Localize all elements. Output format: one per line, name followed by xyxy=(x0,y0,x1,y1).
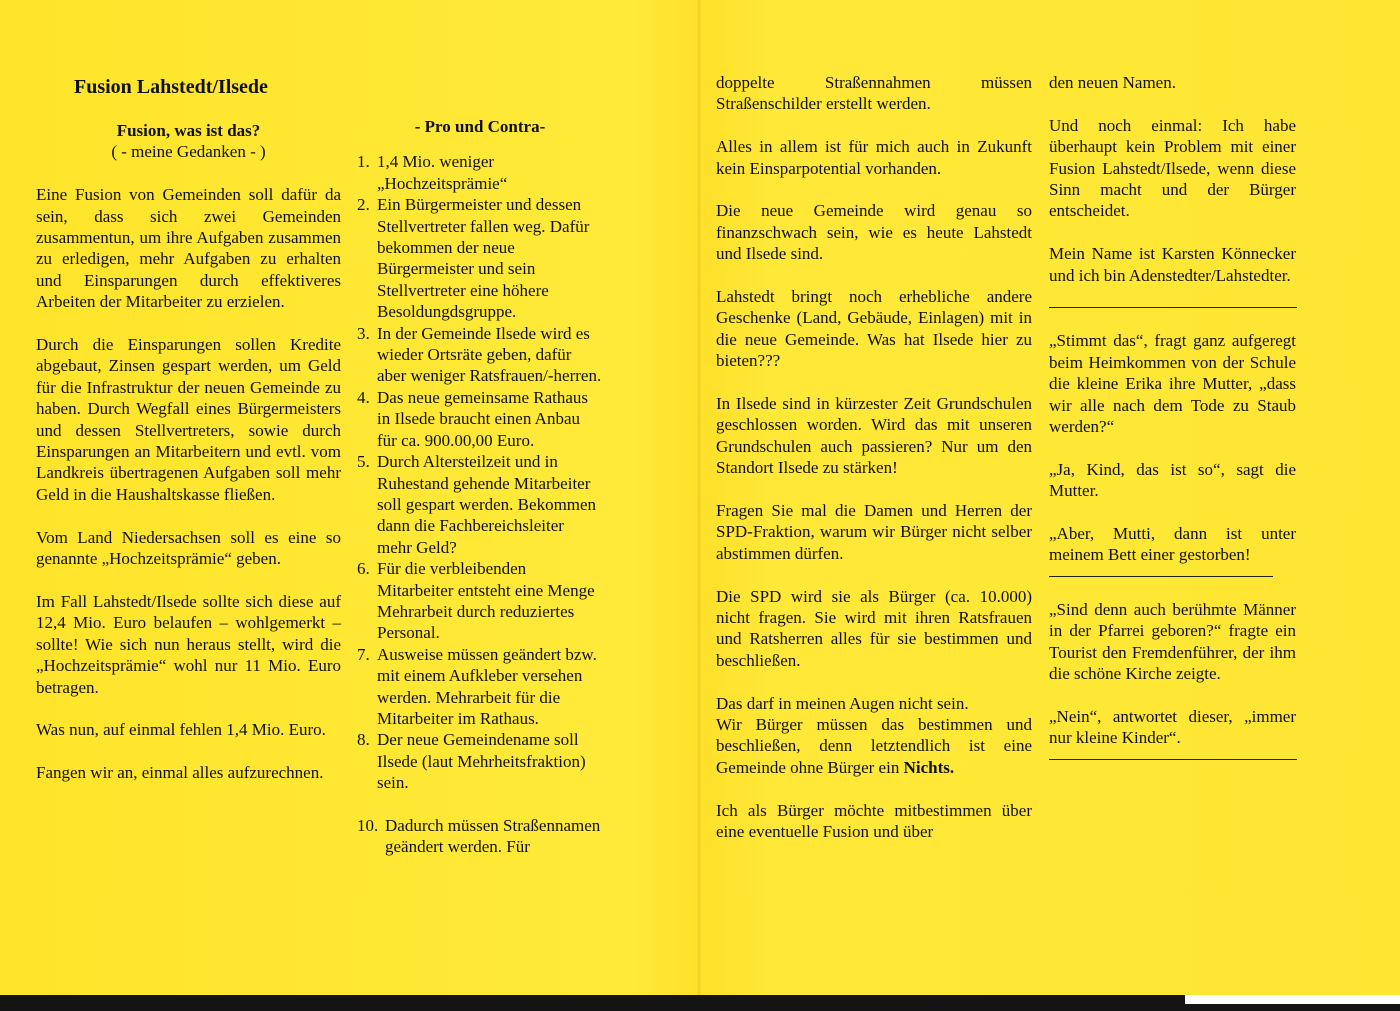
paragraph: Im Fall Lahstedt/Ilsede sollte sich diese auf 12,4 Mio. Euro belaufen – wohlgemerkt – sollte! Wie sich nun heraus stellt, wird die „Hochzeitsprämie“ wohl nur 11 Mio. Euro betragen. xyxy=(36,591,341,697)
joke-paragraph: „Ja, Kind, das ist so“, sagt die Mutter. xyxy=(1049,459,1296,501)
item-number: 3. xyxy=(357,323,370,343)
paragraph: Und noch einmal: Ich habe überhaupt kein Problem mit einer Fusion Lahstedt/Ilsede, wenn diese Sinn macht und der Bürger entscheidet. xyxy=(1049,115,1296,221)
column-3 xyxy=(716,72,1032,864)
item-text: Der neue Gemeindename soll Ilsede (laut Mehrheitsfraktion) sein. xyxy=(377,730,586,793)
item-text: Ausweise müssen geändert bzw. mit einem Aufkleber versehen werden. Mehrarbeit für die Mitarbeiter im Rathaus. xyxy=(377,644,597,728)
item-text: Das neue gemeinsame Rathaus in Ilsede braucht einen Anbau für ca. 900.00,00 Euro. xyxy=(377,387,589,450)
list-item xyxy=(357,451,603,558)
item-text: In der Gemeinde Ilsede wird es wieder Ortsräte geben, dafür aber weniger Ratsfrauen/-herren. xyxy=(377,323,602,386)
item-number: 7. xyxy=(357,644,370,664)
item-text: Ein Bürgermeister und dessen Stellvertreter fallen weg. Dafür bekommen der neue Bürgermeister und sein Stellvertreter eine höhere Besoldungdsgruppe. xyxy=(377,195,590,322)
paragraph: Durch die Einsparungen sollen Kredite abgebaut, Zinsen gespart werden, um Geld für die Infrastruktur der neuen Gemeinde zu haben. Durch Wegfall eines Bürgermeisters und dessen Stellvertreters, sowie durch Einsparungen an Mitarbeitern und evtl. vom Landkreis übertragenen Aufgaben soll mehr Geld in die Haushaltskasse fließen. xyxy=(36,335,341,504)
paragraph: Eine Fusion von Gemeinden soll dafür da sein, dass sich zwei Gemeinden zusammentun, um ihre Aufgaben zusammen zu erledigen, mehr Aufgaben zu erhalten und Einsparungen durch effektiveres Arbeiten der Mitarbeiter zu erzielen. xyxy=(36,185,341,312)
column-1 xyxy=(36,74,341,805)
subtitle-note: ( - meine Gedanken - ) xyxy=(111,142,266,162)
joke-paragraph: „Stimmt das“, fragt ganz aufgeregt beim Heimkommen von der Schule die kleine Erika ihre Mutter, „dass wir alle nach dem Tode zu Staub werden?“ xyxy=(1049,331,1296,437)
scan-border xyxy=(0,995,1400,1011)
list-item xyxy=(357,387,603,451)
page-fold xyxy=(697,0,701,995)
item-text: Für die verbleibenden Mitarbeiter entsteht eine Menge Mehrarbeit durch reduziertes Personal. xyxy=(377,559,595,643)
list-item xyxy=(357,815,603,858)
joke-paragraph: „Sind denn auch berühmte Männer in der Pfarrei geboren?“ fragte ein Tourist den Fremdenführer, der ihm die schöne Kirche zeigte. xyxy=(1049,599,1296,684)
item-number: 1. xyxy=(357,152,370,172)
author-paragraph: Mein Name ist Karsten Könnecker und ich bin Adenstedter/Lahstedter. xyxy=(1049,244,1296,285)
paragraph: den neuen Namen. xyxy=(1049,73,1176,92)
paragraph: Alles in allem ist für mich auch in Zukunft kein Einsparpotential vorhanden. xyxy=(716,137,1032,178)
joke-paragraph: „Nein“, antwortet dieser, „immer nur kleine Kinder“. xyxy=(1049,706,1296,748)
paragraph: Vom Land Niedersachsen soll es eine so genannte „Hochzeitsprämie“ geben. xyxy=(36,527,341,569)
subtitle-question: Fusion, was ist das? xyxy=(116,121,261,140)
conclusion-line-2: Wir Bürger müssen das bestimmen und beschließen, denn letztendlich ist eine Gemeinde ohne Bürger ein xyxy=(716,715,1032,777)
column-4 xyxy=(1049,72,1296,782)
list-item xyxy=(357,558,603,644)
list-item xyxy=(357,194,603,322)
paragraph: Die neue Gemeinde wird genau so finanzschwach sein, wie es heute Lahstedt und Ilsede sind. xyxy=(716,201,1032,264)
conclusion-line-1: Das darf in meinen Augen nicht sein. xyxy=(716,693,969,713)
item-number: 5. xyxy=(357,452,370,472)
conclusion-paragraph xyxy=(716,693,1032,779)
flyer-title: Fusion Lahstedt/Ilsede xyxy=(74,76,268,98)
divider xyxy=(1049,576,1273,577)
paragraph: Ich als Bürger möchte mitbestimmen über eine eventuelle Fusion und über xyxy=(716,800,1032,842)
paragraph: Lahstedt bringt noch erhebliche andere Geschenke (Land, Gebäude, Einlagen) mit in die neue Gemeinde. Was hat Ilsede hier zu bieten??? xyxy=(716,287,1032,371)
item-text: Dadurch müssen Straßennamen geändert werden. Für xyxy=(385,815,601,857)
paragraph: In Ilsede sind in kürzester Zeit Grundschulen geschlossen worden. Wird das mit unseren Grundschulen auch passieren? Nur um den Standort Ilsede zu stärken! xyxy=(716,394,1032,478)
item-number: 2. xyxy=(357,195,370,215)
divider xyxy=(1049,759,1297,760)
scan-notch xyxy=(1185,995,1400,1004)
paragraph: Was nun, auf einmal fehlen 1,4 Mio. Euro. xyxy=(36,720,326,740)
paragraph: Fragen Sie mal die Damen und Herren der SPD-Fraktion, warum wir Bürger nicht selber abstimmen dürfen. xyxy=(716,501,1032,563)
paragraph: Die SPD wird sie als Bürger (ca. 10.000) nicht fragen. Sie wird mit ihren Ratsfrauen und Ratsherren alles für sie bestimmen und beschließen. xyxy=(716,586,1032,670)
paragraph: doppelte Straßennahmen müssen Straßenschilder erstellt werden. xyxy=(716,73,1032,114)
item-number: 4. xyxy=(357,387,370,407)
paragraph: Fangen wir an, einmal alles aufzurechnen. xyxy=(36,763,324,783)
list-item xyxy=(357,729,603,793)
item-number: 8. xyxy=(357,730,370,750)
item-text: 1,4 Mio. weniger „Hochzeitsprämie“ xyxy=(377,152,508,193)
list-item xyxy=(357,323,603,387)
pro-contra-list xyxy=(357,151,603,857)
intro-subheading xyxy=(36,120,341,163)
emphasis-nichts: Nichts. xyxy=(903,757,955,777)
pro-contra-heading: - Pro und Contra- xyxy=(414,117,546,136)
item-number: 10. xyxy=(357,815,379,835)
divider xyxy=(1049,307,1297,308)
column-2 xyxy=(357,116,603,858)
item-text: Durch Altersteilzeit und in Ruhestand gehende Mitarbeiter soll gespart werden. Bekommen dann die Fachbereichsleiter mehr Geld? xyxy=(377,452,597,557)
list-item xyxy=(357,151,603,194)
joke-paragraph: „Aber, Mutti, dann ist unter meinem Bett einer gestorben! xyxy=(1049,524,1296,565)
item-number: 6. xyxy=(357,559,370,579)
list-item xyxy=(357,644,603,730)
